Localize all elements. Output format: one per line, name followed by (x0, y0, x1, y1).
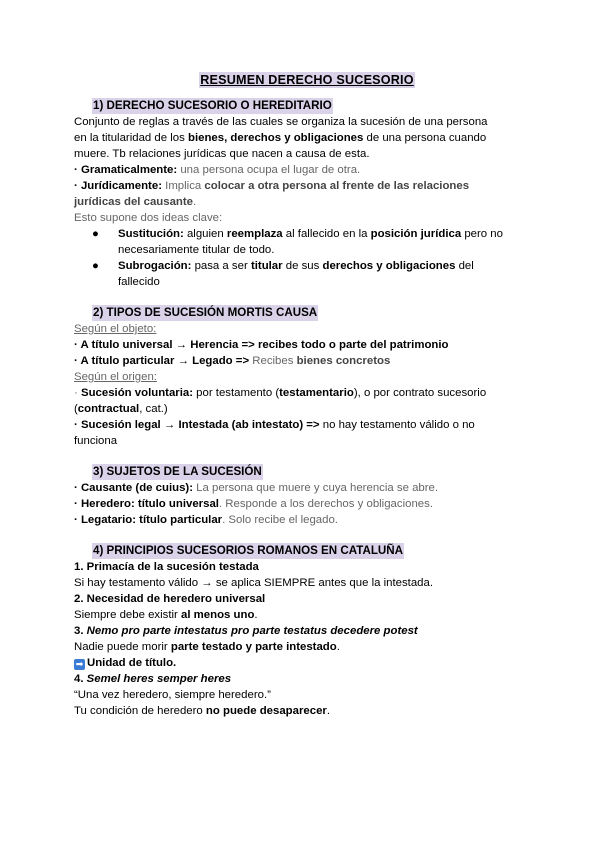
principio-2-title: 2. Necesidad de heredero universal (74, 593, 266, 605)
tipo-universal: · A título universal → Herencia => recibes todo o parte del patrimonio (74, 339, 449, 351)
sucesion-legal-cont: funciona (74, 435, 118, 447)
ideas-clave-label: Esto supone dos ideas clave: (74, 212, 223, 224)
principio-4-quote: “Una vez heredero, siempre heredero.” (74, 689, 271, 701)
section-heading-1: 1) DERECHO SUCESORIO O HEREDITARIO (93, 99, 332, 112)
ideas-list (74, 226, 540, 290)
principio-3-title: 3. Nemo pro parte intestatus pro parte testatus decedere potest (74, 625, 418, 637)
subheading-origen: Según el origen: (74, 371, 157, 383)
section-heading-2: 2) TIPOS DE SUCESIÓN MORTIS CAUSA (93, 306, 318, 319)
definition-juridicamente: · Jurídicamente: Implica colocar a otra persona al frente de las relaciones (74, 180, 470, 192)
principio-2-text: Siempre debe existir al menos uno. (74, 609, 258, 621)
sucesion-voluntaria: · Sucesión voluntaria: por testamento (testamentario), o por contrato sucesorio (74, 387, 487, 399)
paragraph-line: Conjunto de reglas a través de las cuales se organiza la sucesión de una persona (74, 116, 488, 128)
list-item: ● Subrogación: pasa a ser titular de sus derechos y obligaciones del fallecido (92, 260, 474, 288)
paragraph-line: en la titularidad de los bienes, derechos y obligaciones de una persona cuando (74, 132, 487, 144)
definition-juridicamente-cont: jurídicas del causante. (74, 196, 197, 208)
principio-4-title: 4. Semel heres semper heres (74, 673, 232, 685)
sucesion-legal: · Sucesión legal → Intestada (ab intestato) => no hay testamento válido o no (74, 419, 475, 431)
sujeto-causante: · Causante (de cuius): La persona que muere y cuya herencia se abre. (74, 482, 439, 494)
arrow-right-icon: ➡ (75, 659, 84, 669)
section-heading-4: 4) PRINCIPIOS SUCESORIOS ROMANOS EN CATALUÑA (93, 544, 404, 557)
principio-3-text: Nadie puede morir parte testado y parte intestado. (74, 641, 340, 653)
principio-4-text: Tu condición de heredero no puede desaparecer. (74, 705, 331, 717)
document-title: RESUMEN DERECHO SUCESORIO (200, 73, 414, 87)
sujeto-legatario: · Legatario: título particular. Solo recibe el legado. (74, 514, 338, 526)
definition-gramaticalmente: · Gramaticalmente: una persona ocupa el lugar de otra. (74, 164, 361, 176)
principio-1-text: Si hay testamento válido → se aplica SIEMPRE antes que la intestada. (74, 577, 433, 589)
list-item: ● Sustitución: alguien reemplaza al fallecido en la posición jurídica pero no necesariamente titular de todo. (92, 228, 503, 256)
bullet-icon: ● (92, 260, 99, 272)
section-heading-3: 3) SUJETOS DE LA SUCESIÓN (93, 465, 262, 478)
subheading-objeto: Según el objeto: (74, 323, 157, 335)
tipo-particular: · A título particular → Legado => Recibes bienes concretos (74, 355, 391, 367)
principio-1-title: 1. Primacía de la sucesión testada (74, 561, 259, 573)
unidad-titulo: ➡ Unidad de título. (75, 657, 177, 669)
paragraph-line: muere. Tb relaciones jurídicas que nacen a causa de esta. (74, 148, 370, 160)
sujeto-heredero: · Heredero: título universal. Responde a los derechos y obligaciones. (74, 498, 433, 510)
bullet-icon: ● (92, 228, 99, 240)
sucesion-voluntaria-cont: (contractual, cat.) (74, 403, 168, 415)
